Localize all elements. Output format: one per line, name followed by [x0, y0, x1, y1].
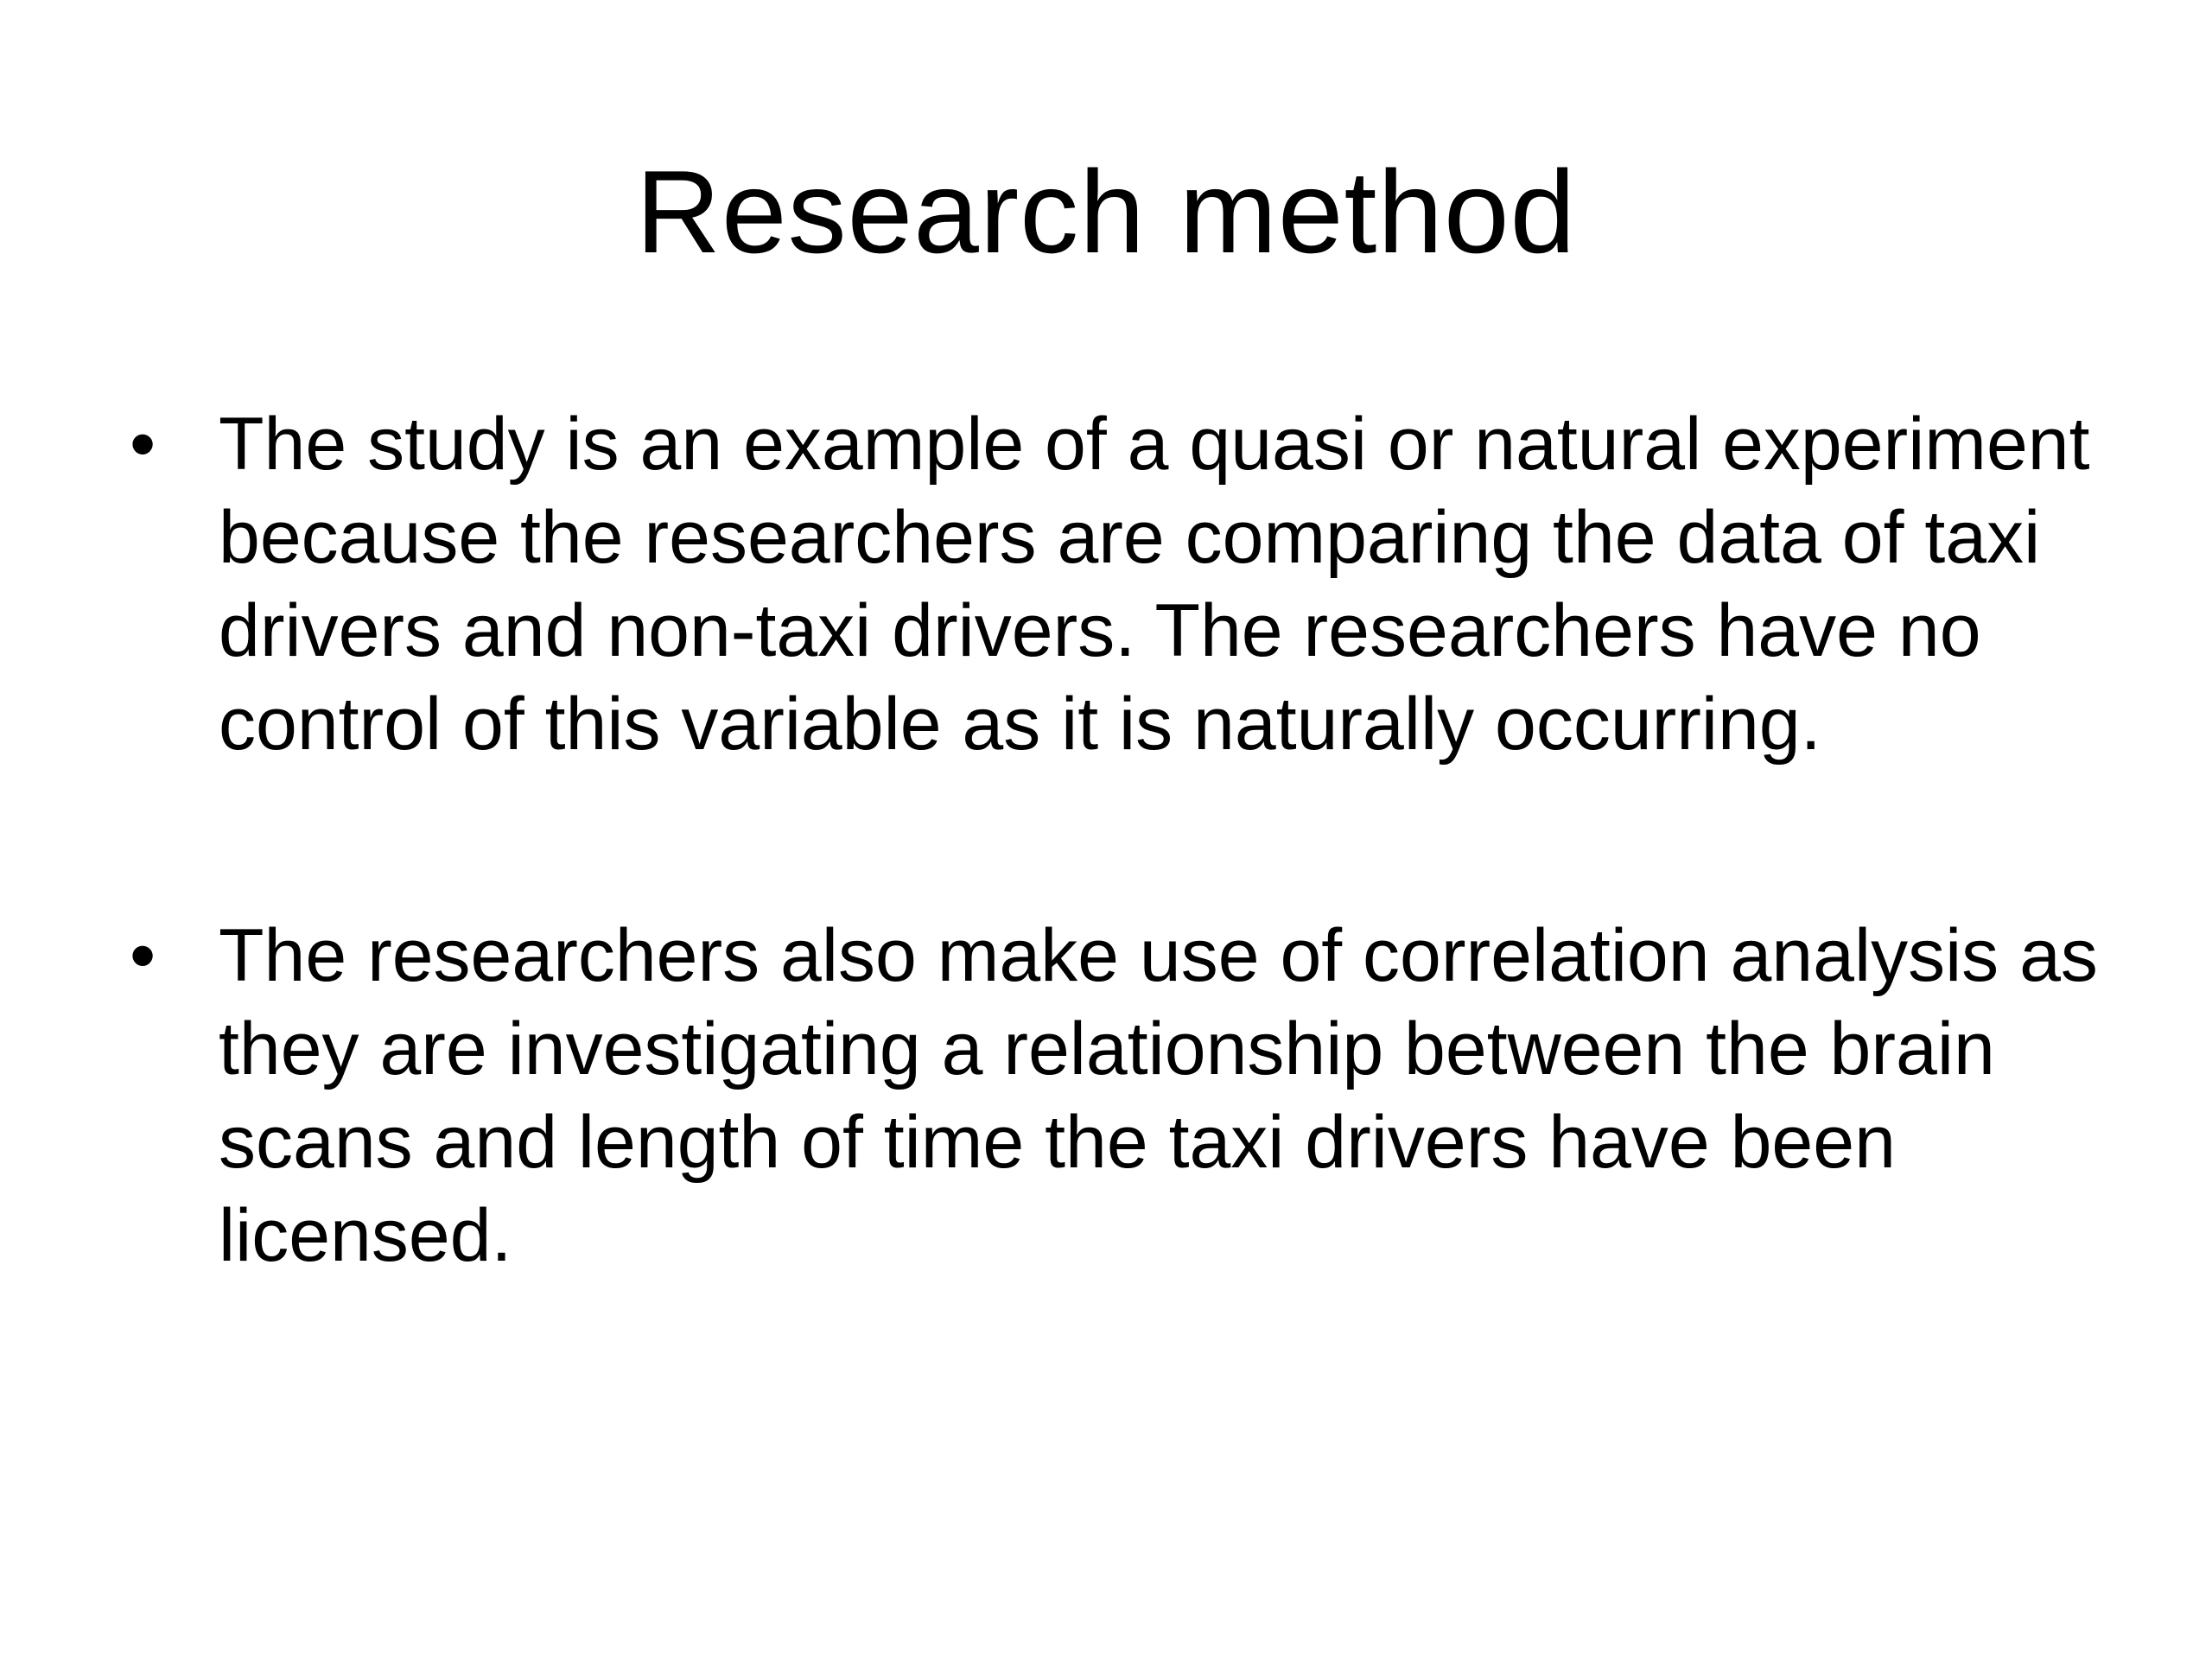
bullet-icon: •	[130, 914, 156, 997]
slide-title: Research method	[635, 146, 1577, 277]
bullet-item	[130, 909, 2117, 1282]
bullet-list	[130, 397, 2117, 1282]
bullet-text: The study is an example of a quasi or natural experiment because the researchers are comparing the data of taxi drivers and non-taxi drivers. The researchers have no control of this variable as it is naturally occurring.	[219, 403, 2090, 766]
bullet-icon: •	[130, 403, 156, 486]
bullet-text: The researchers also make use of correlation analysis as they are investigating a relationship between the brain scans and length of time the taxi drivers have been licensed.	[219, 914, 2098, 1277]
bullet-item	[130, 397, 2117, 771]
